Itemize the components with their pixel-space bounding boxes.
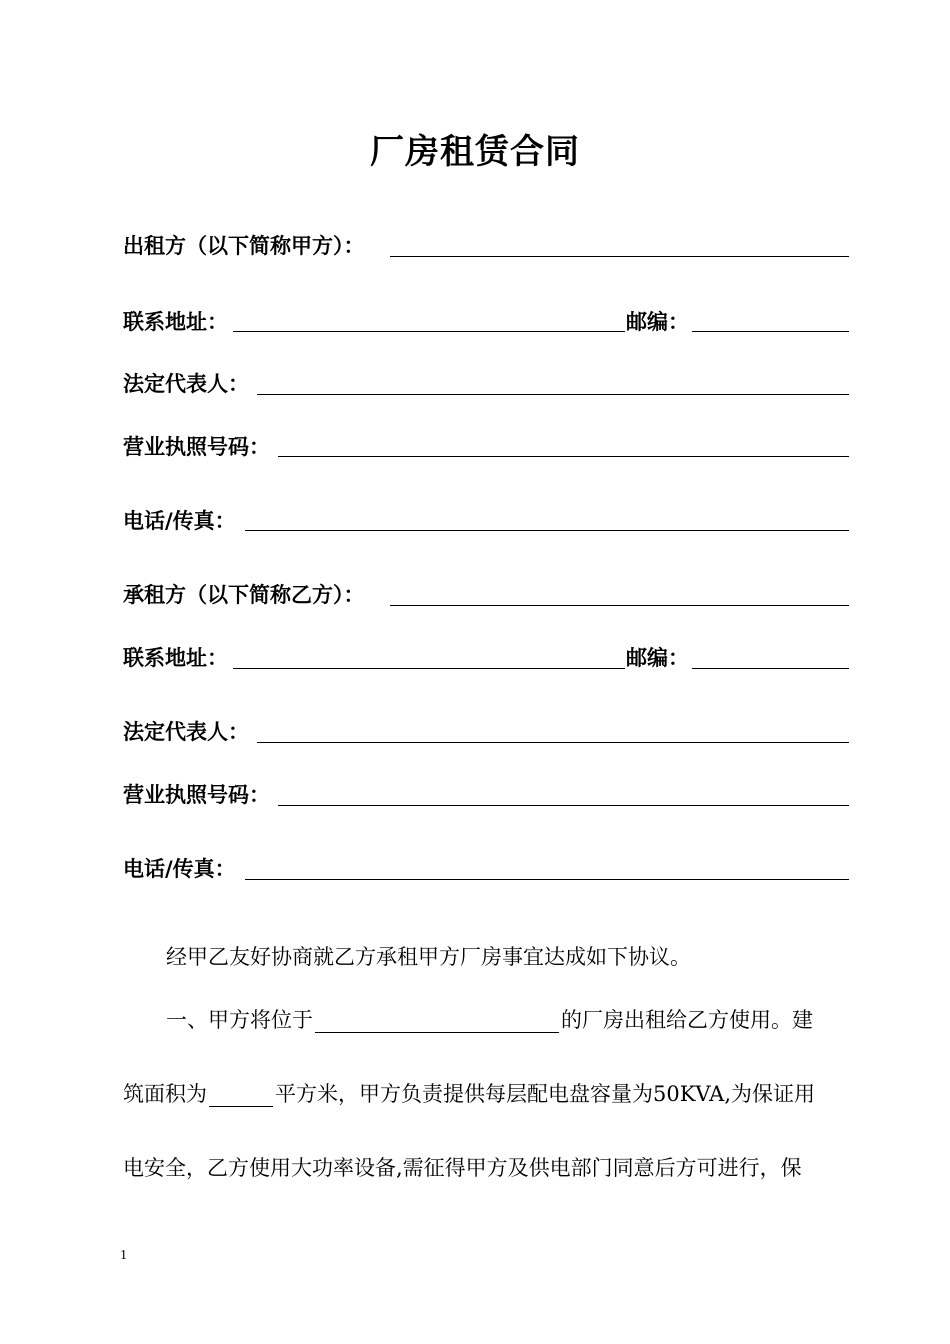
lessor-party-blank[interactable] bbox=[390, 256, 849, 257]
lessee-address-label: 联系地址： bbox=[123, 646, 228, 670]
lessee-legal-rep-label: 法定代表人： bbox=[123, 720, 249, 744]
lessor-phone-blank[interactable] bbox=[245, 530, 849, 531]
lessee-phone-blank[interactable] bbox=[245, 879, 849, 880]
lessor-party-label: 出租方（以下简称甲方）： bbox=[123, 234, 365, 258]
lessee-phone-label: 电话/传真： bbox=[123, 857, 236, 881]
lessor-legal-rep-blank[interactable] bbox=[257, 394, 849, 395]
lessor-postcode-label: 邮编： bbox=[626, 310, 689, 334]
lessor-phone-label: 电话/传真： bbox=[123, 509, 236, 533]
lessor-license-blank[interactable] bbox=[278, 456, 849, 457]
lessee-legal-rep-blank[interactable] bbox=[257, 742, 849, 743]
lessor-address-blank[interactable] bbox=[233, 331, 625, 332]
lessee-postcode-blank[interactable] bbox=[692, 668, 849, 669]
lessor-legal-rep-label: 法定代表人： bbox=[123, 372, 249, 396]
clause1-line2 bbox=[123, 1081, 815, 1107]
clause1-line1-start: 一、甲方将位于 bbox=[166, 1008, 313, 1032]
clause1-line2-start: 筑面积为 bbox=[123, 1082, 207, 1106]
page-number: 1 bbox=[120, 1248, 127, 1263]
lessee-address-blank[interactable] bbox=[233, 668, 625, 669]
lessee-license-label: 营业执照号码： bbox=[123, 783, 270, 807]
clause1-line1-end: 的厂房出租给乙方使用。建 bbox=[561, 1008, 813, 1032]
lessee-postcode-label: 邮编： bbox=[626, 646, 689, 670]
intro-paragraph: 经甲乙友好协商就乙方承租甲方厂房事宜达成如下协议。 bbox=[166, 945, 691, 969]
lessee-license-blank[interactable] bbox=[278, 805, 849, 806]
location-blank[interactable] bbox=[315, 1012, 559, 1033]
area-blank[interactable] bbox=[209, 1086, 273, 1107]
lessor-license-label: 营业执照号码： bbox=[123, 435, 270, 459]
clause1-line2-end: 平方米，甲方负责提供每层配电盘容量为50KVA,为保证用 bbox=[275, 1082, 815, 1106]
contract-title: 厂房租赁合同 bbox=[370, 132, 580, 172]
clause1-line3: 电安全，乙方使用大功率设备,需征得甲方及供电部门同意后方可进行，保 bbox=[123, 1156, 802, 1180]
lessee-party-label: 承租方（以下简称乙方）： bbox=[123, 583, 365, 607]
lessor-postcode-blank[interactable] bbox=[692, 331, 849, 332]
lessee-party-blank[interactable] bbox=[390, 605, 849, 606]
lessor-address-label: 联系地址： bbox=[123, 310, 228, 334]
clause1-line1 bbox=[166, 1007, 813, 1033]
